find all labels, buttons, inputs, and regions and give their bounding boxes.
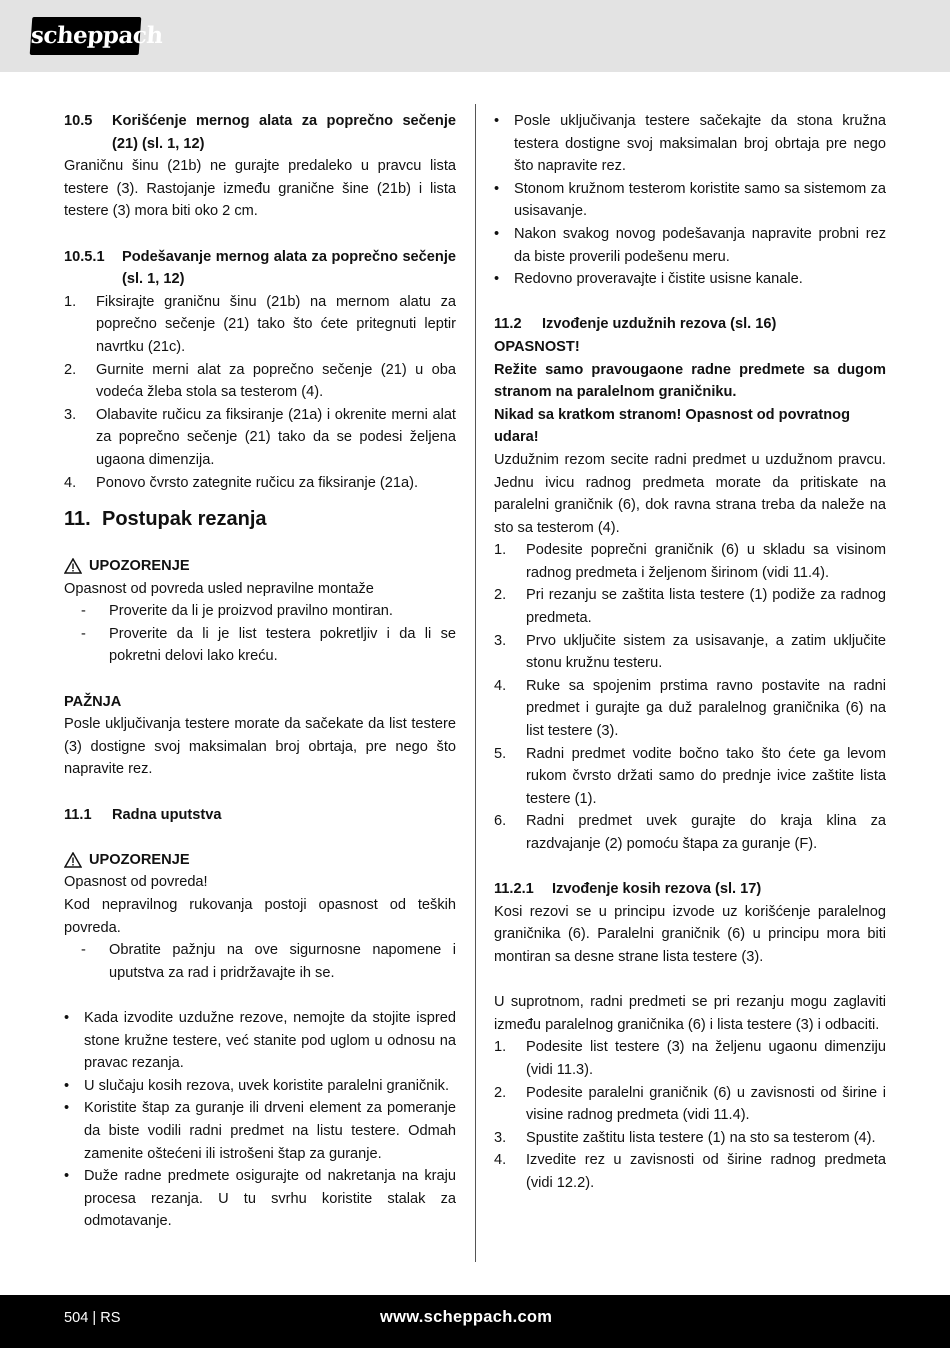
warning-heading: UPOZORENJE xyxy=(64,555,456,578)
list-item: 2. Gurnite merni alat za poprečno sečenje (21) u oba vodeća žleba stola sa testerom (4). xyxy=(64,361,456,401)
list-item: • Nakon svakog novog podešavanja napravite probni rez da biste proverili podešenu meru. xyxy=(494,225,886,265)
warning-heading: UPOZORENJE xyxy=(64,849,456,872)
section-10-5-1-list xyxy=(64,291,456,494)
list-item: • Posle uključivanja testere sačekajte da stona kružna testera dostigne svoj maksimalan broj obrtaja pre nego što napravite rez. xyxy=(494,113,886,175)
page-footer xyxy=(0,1295,950,1348)
section-11-2-1-text: U suprotnom, radni predmeti se pri rezanju mogu zaglaviti između paralelnog graničnika (6) i lista testere (3) i odbaciti. xyxy=(494,994,886,1033)
section-11-heading: 11. Postupak rezanja xyxy=(64,508,267,531)
list-item: • Redovno proveravajte i čistite usisne kanale. xyxy=(494,271,803,288)
list-item: 5. Radni predmet vodite bočno tako što ćete ga levom rukom čvrsto držati samo do prednje ivice zaštite lista testere (1). xyxy=(494,745,886,807)
warning-text: Opasnost od povreda usled nepravilne montaže xyxy=(64,580,374,597)
section-10-5-text: Graničnu šinu (21b) ne gurajte predaleko u pravcu lista testere (3). Rastojanje između granične šine (21b) i lista testere (3) mora biti oko 2 cm. xyxy=(64,158,456,220)
column-divider xyxy=(475,104,476,1262)
website-link[interactable]: www.scheppach.com xyxy=(380,1308,553,1326)
list-item: 1. Podesite list testere (3) na željenu ugaonu dimenziju (vidi 11.3). xyxy=(494,1039,886,1078)
section-11-2-1-heading: 11.2.1 Izvođenje kosih rezova (sl. 17) xyxy=(494,881,762,898)
list-item: 2. Podesite paralelni graničnik (6) u zavisnosti od širine i visine radnog predmeta (vidi 11.4). xyxy=(494,1084,886,1124)
section-11-2-1-text: Kosi rezovi se u principu izvode uz korišćenje paralelnog graničnika (6). Paralelni graničnik (6) u principu mora biti montiran sa desne strane lista testere (3). xyxy=(494,903,886,965)
list-item: • U slučaju kosih rezova, uvek koristite paralelni graničnik. xyxy=(64,1077,450,1094)
warning-text: Kod nepravilnog rukovanja postoji opasnost od teških povreda. xyxy=(64,897,456,936)
list-item: 1. Fiksirajte graničnu šinu (21b) na mernom alatu za poprečno sečenje (21) tako što ćete pritegnuti leptir navrtku (21c). xyxy=(64,293,456,355)
attention-text: Posle uključivanja testere morate da sačekate da list testere (3) dostigne svoj maksimalan broj obrtaja, pre nego što napravite rez. xyxy=(64,716,456,778)
left-column xyxy=(64,110,456,1233)
list-item: 3. Olabavite ručicu za fiksiranje (21a) i okrenite merni alat za poprečno sečenje (21) tako da se podesi željena ugaona dimenzija. xyxy=(64,406,456,468)
warning-triangle-icon xyxy=(64,852,82,868)
warning-text: Opasnost od povreda! xyxy=(64,874,208,891)
list-item: 4. Ruke sa spojenim prstima ravno postavite na radni predmet i gurajte ga duž paralelnog graničnika (6) na list testere (3). xyxy=(494,677,886,740)
list-item: - Proverite da li je proizvod pravilno montiran. xyxy=(81,603,393,620)
list-item: 1. Podesite poprečni graničnik (6) u skladu sa visinom radnog predmeta i željenom širinom (vidi 11.4). xyxy=(494,542,886,581)
section-11-2-heading: 11.2 Izvođenje uzdužnih rezova (sl. 16) xyxy=(494,316,777,333)
list-item: • Duže radne predmete osigurajte od nakretanja na kraju procesa rezanja. U tu svrhu koristite stalak za odmotavanje. xyxy=(64,1168,456,1230)
list-item: 2. Pri rezanju se zaštita lista testere (1) podiže za radnog predmeta. xyxy=(494,587,886,627)
list-item: - Obratite pažnju na ove sigurnosne napomene i uputstva za rad i pridržavajte ih se. xyxy=(81,942,456,981)
section-10-5-heading: 10.5 Korišćenje mernog alata za poprečno sečenje (21) (sl. 1, 12) xyxy=(64,113,456,152)
warning-triangle-icon xyxy=(64,558,82,574)
danger-text: Režite samo pravougaone radne predmete sa dugom stranom na paralelnom graničniku. xyxy=(494,361,886,401)
list-item: 6. Radni predmet uvek gurajte do kraja klina za razdvajanje (2) pomoću štapa za guranje (F). xyxy=(494,813,886,852)
list-item: - Proverite da li je list testera pokretljiv i da li se pokretni delovi lako kreću. xyxy=(81,625,456,665)
right-column xyxy=(494,110,886,1195)
list-item: 4. Izvedite rez u zavisnosti od širine radnog predmeta (vidi 12.2). xyxy=(494,1152,886,1191)
section-11-2-text: Uzdužnim rezom secite radni predmet u uzdužnom pravcu. Jednu ivicu radnog predmeta morate da pritiskate na paralelni graničnik (6), dok ravna strana treba da naleže na sto sa testerom (4). xyxy=(494,451,886,536)
list-item: • Koristite štap za guranje ili drveni element za pomeranje da biste vodili radni predmet na listu testere. Odmah zamenite oštećeni ili istrošeni štap za guranje. xyxy=(64,1100,456,1162)
list-item: 3. Prvo uključite sistem za usisavanje, a zatim uključite stonu kružnu testeru. xyxy=(494,632,886,672)
section-10-5-1-heading: 10.5.1 Podešavanje mernog alata za poprečno sečenje (sl. 1, 12) xyxy=(64,248,456,288)
danger-heading: OPASNOST! xyxy=(494,338,580,355)
danger-text: Nikad sa kratkom stranom! Opasnost od povratnog udara! xyxy=(494,406,850,446)
list-item: • Stonom kružnom testerom koristite samo sa sistemom za usisavanje. xyxy=(494,180,886,220)
list-item: 3. Spustite zaštitu lista testere (1) na sto sa testerom (4). xyxy=(494,1129,876,1146)
section-11-1-heading: 11.1 Radna uputstva xyxy=(64,806,222,823)
list-item: • Kada izvodite uzdužne rezove, nemojte da stojite ispred stone kružne testere, već stanite pod uglom u odnosu na pravac rezanja. xyxy=(64,1009,456,1072)
attention-heading: PAŽNJA xyxy=(64,693,122,710)
list-item: 4. Ponovo čvrsto zategnite ručicu za fiksiranje (21a). xyxy=(64,474,419,491)
page-number: 504 | RS xyxy=(64,1310,121,1326)
brand-logo: scheppach xyxy=(30,17,142,55)
page-header xyxy=(0,0,950,72)
